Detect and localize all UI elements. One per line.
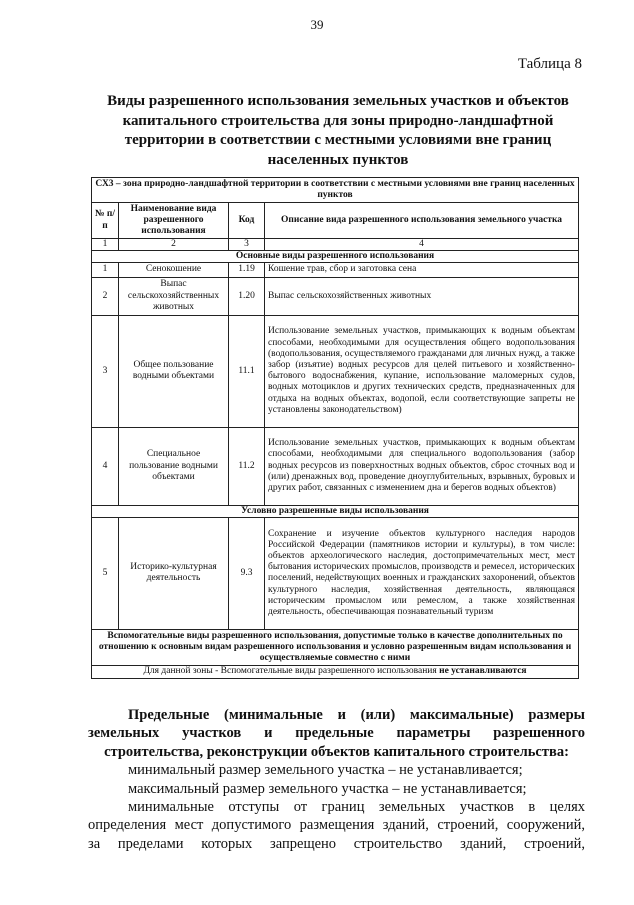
auxiliary-note-text: Для данной зоны - Вспомогательные виды разрешенного использования — [143, 666, 437, 677]
row-desc: Кошение трав, сбор и заготовка сена — [265, 263, 579, 277]
section-row-conditional — [92, 505, 579, 517]
col-header-name: Наименование вида разрешенного использования — [119, 203, 229, 239]
table-row — [92, 427, 579, 505]
row-desc: Выпас сельскохозяйственных животных — [265, 277, 579, 315]
row-code: 1.19 — [229, 263, 265, 277]
section-main: Основные виды разрешенного использования — [92, 251, 579, 263]
limits-heading: Предельные (минимальные и (или) максимальные) размеры земельных участков и предельные параметры разрешенного строительства, реконструкции объектов капитального строительства: — [88, 707, 585, 760]
row-desc: Использование земельных участков, примыкающих к водным объектам способами, необходимыми для специального водопользования (забор водных ресурсов из поверхностных водных объектов, сброс сточных вод и (или) дренажных вод, проведение дноуглубительных, взрывных, буровых и других работ, связанных с изменением дна и берегов водных объектов) — [265, 427, 579, 505]
row-num: 2 — [92, 277, 119, 315]
column-number-row — [92, 239, 579, 251]
table-row — [92, 315, 579, 427]
col-number-4: 4 — [265, 239, 579, 251]
row-code: 1.20 — [229, 277, 265, 315]
table-label: Таблица 8 — [517, 56, 582, 72]
auxiliary-note — [92, 665, 579, 678]
limits-section — [88, 706, 585, 853]
col-number-3: 3 — [229, 239, 265, 251]
row-num: 5 — [92, 517, 119, 629]
section-conditional: Условно разрешенные виды использования — [92, 505, 579, 517]
zone-header: СХ3 – зона природно-ландшафтной территории в соответствии с местными условиями вне границ населенных пунктов — [92, 178, 579, 203]
document-title: Виды разрешенного использования земельных участков и объектов капитального строительства для зоны природно-ландшафтной территории в соответствии с местными условиями вне границ населенных пунктов — [107, 93, 569, 168]
row-num: 3 — [92, 315, 119, 427]
permitted-use-table — [91, 177, 579, 679]
table-row — [92, 517, 579, 629]
max-size-line: максимальный размер земельного участка – не устанавливается; — [128, 780, 527, 797]
row-name: Сенокошение — [119, 263, 229, 277]
min-size-line: минимальный размер земельного участка – не устанавливается; — [128, 762, 523, 779]
indent-line-2: определения мест допустимого размещения зданий, строений, сооружений, — [88, 817, 585, 834]
row-code: 11.1 — [229, 315, 265, 427]
row-code: 11.2 — [229, 427, 265, 505]
row-desc: Использование земельных участков, примыкающих к водным объектам способами, необходимыми для осуществления общего водопользования (водопользования, осуществляемого гражданами для личных нужд, а также забор (изъятие) водных ресурсов для целей питьевого и хозяйственно-бытового водоснабжения, купание, использование маломерных судов, водных мотоциклов и других технических средств, предназначенных для отдыха на водных объектах, водопой, если соответствующие запреты не установлены законодательством) — [265, 315, 579, 427]
section-row-auxiliary — [92, 629, 579, 665]
section-row-main — [92, 251, 579, 263]
section-auxiliary: Вспомогательные виды разрешенного использования, допустимые только в качестве дополнительных по отношению к основным видам разрешенного использования и условно разрешенным видам использования и осуществляемые совместно с ними — [92, 629, 579, 665]
table-row — [92, 277, 579, 315]
row-name: Специальное пользование водными объектами — [119, 427, 229, 505]
row-code: 9.3 — [229, 517, 265, 629]
indent-line-3: за пределами которых запрещено строительство зданий, строений, — [88, 835, 585, 852]
auxiliary-note-bold: не устанавливаются — [439, 666, 527, 677]
col-header-num: № п/п — [92, 203, 119, 239]
col-number-1: 1 — [92, 239, 119, 251]
row-name: Выпас сельскохозяйственных животных — [119, 277, 229, 315]
column-header-row — [92, 203, 579, 239]
indent-line-1: минимальные отступы от границ земельных участков в целях — [128, 799, 585, 816]
row-name: Историко-культурная деятельность — [119, 517, 229, 629]
auxiliary-note-row — [92, 665, 579, 678]
col-number-2: 2 — [119, 239, 229, 251]
table-row — [92, 263, 579, 277]
col-header-code: Код — [229, 203, 265, 239]
zone-header-row — [92, 178, 579, 203]
col-header-desc: Описание вида разрешенного использования земельного участка — [265, 203, 579, 239]
row-name: Общее пользование водными объектами — [119, 315, 229, 427]
page-number: 39 — [310, 17, 324, 32]
row-desc: Сохранение и изучение объектов культурного наследия народов Российской Федерации (памятников истории и культуры), в том числе: объектов археологического наследия, достопримечательных мест, мест бытования исторических промыслов, производств и ремесел, исторических поселений, недействующих военных и гражданских захоронений, объектов культурного наследия, хозяйственная деятельность, являющаяся историческим промыслом или ремеслом, а также хозяйственная деятельность, обеспечивающая познавательный туризм — [265, 517, 579, 629]
row-num: 4 — [92, 427, 119, 505]
row-num: 1 — [92, 263, 119, 277]
